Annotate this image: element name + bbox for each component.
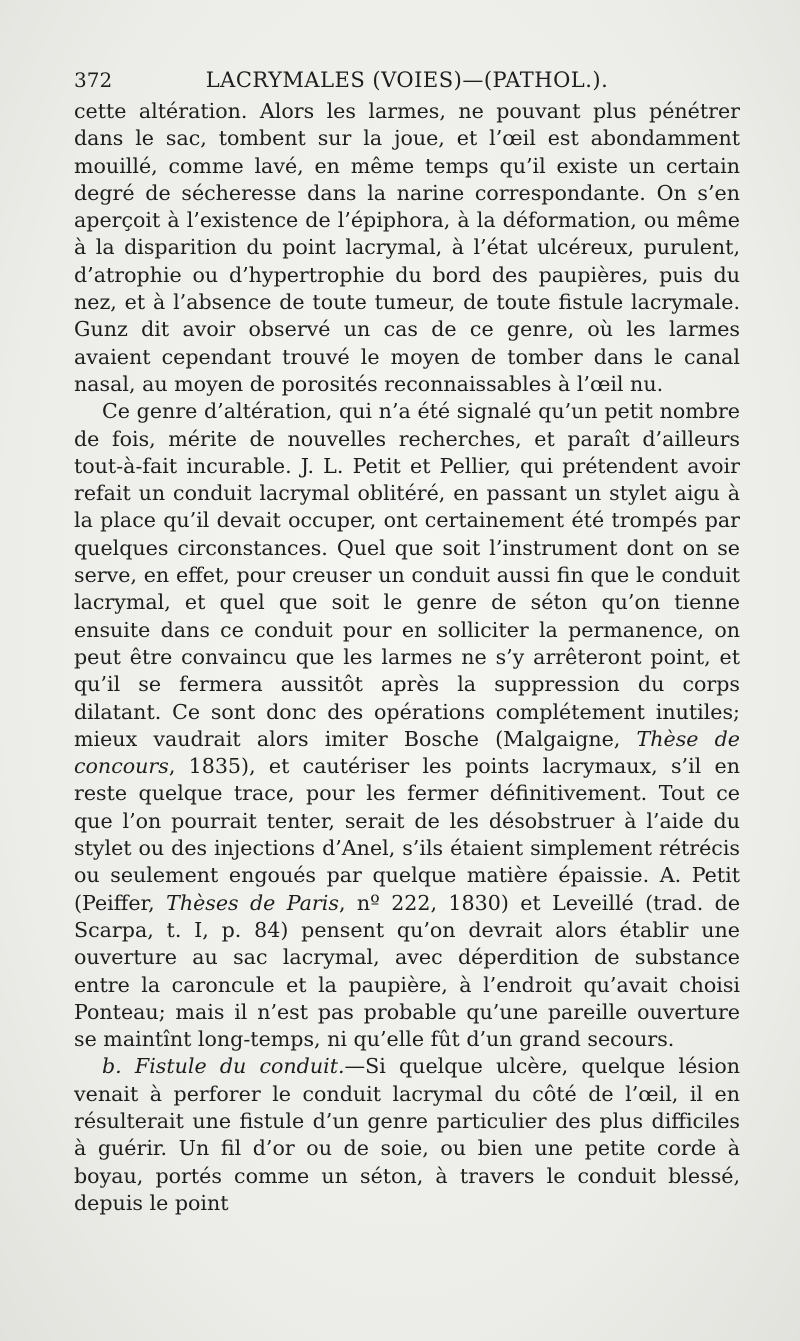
- page-header: [74, 60, 740, 100]
- citation-italic: Thèse de concours: [74, 726, 740, 779]
- paragraph-2: Ce genre d’altération, qui n’a été signalé qu’un petit nombre de fois, mérite de nouvelles recherches, et paraît d’ailleurs tout-à-fait incurable. J. L. Petit et Pellier, qui prétendent avoir refait un conduit lacrymal oblitéré, en passant un stylet aigu à la place qu’il devait occuper, ont certainement été trompés par quelques circonstances. Quel que soit l’instrument dont on se serve, en effet, pour creuser un conduit aussi fin que le conduit lacrymal, et quel que soit le genre de séton qu’on tienne ensuite dans ce conduit pour en solliciter la permanence, on peut être convaincu que les larmes ne s’y arrêteront point, et qu’il se fermera aussitôt après la suppression du corps dilatant. Ce sont donc des opérations complétement inutiles; mieux vaudrait alors imiter Bosche (Malgaigne, Thèse de concours, 1835), et cautériser les points lacrymaux, s’il en reste quelque trace, pour les fermer définitivement. Tout ce que l’on pourrait tenter, serait de les désobstruer à l’aide du stylet ou des injections d’Anel, s’ils étaient simplement rétrécis ou seulement engoués par quelque matière épaissie. A. Petit (Peiffer, Thèses de Paris, nº 222, 1830) et Leveillé (trad. de Scarpa, t. I, p. 84) pensent qu’on devrait alors établir une ouverture au sac lacrymal, avec déperdition de substance entre la caroncule et la paupière, à l’endroit qu’avait choisi Ponteau; mais il n’est pas probable qu’une pareille ouverture se maintînt long-temps, ni qu’elle fût d’un grand secours.: [74, 399, 741, 1052]
- citation-italic: Thèses de Paris: [166, 890, 339, 915]
- paragraph-3: b. Fistule du conduit.—Si quelque ulcère, quelque lésion venait à perforer le conduit lacrymal du côté de l’œil, il en résulterait une fistule d’un genre particulier des plus difficiles à guérir. Un fil d’or ou de soie, ou bien une petite corde à boyau, portés comme un séton, à travers le conduit blessé, depuis le point: [74, 1054, 740, 1215]
- paragraph-1: cette altération. Alors les larmes, ne pouvant plus pénétrer dans le sac, tombent sur la joue, et l’œil est abondamment mouillé, comme lavé, en même temps qu’il existe un certain degré de sécheresse dans la narine correspondante. On s’en aperçoit à l’existence de l’épiphora, à la déformation, ou même à la disparition du point lacrymal, à l’état ulcéreux, purulent, d’atrophie ou d’hypertrophie du bord des paupières, puis du nez, et à l’absence de toute tumeur, de toute fistule lacrymale. Gunz dit avoir observé un cas de ce genre, où les larmes avaient cependant trouvé le moyen de tomber dans le canal nasal, au moyen de porosités reconnaissables à l’œil nu.: [74, 99, 740, 396]
- section-heading-italic: b. Fistule du conduit.: [102, 1054, 345, 1079]
- page-body: [74, 98, 740, 1217]
- running-title: LACRYMALES (VOIES)—(PATHOL.).: [205, 68, 609, 92]
- page-number: 372: [74, 68, 113, 92]
